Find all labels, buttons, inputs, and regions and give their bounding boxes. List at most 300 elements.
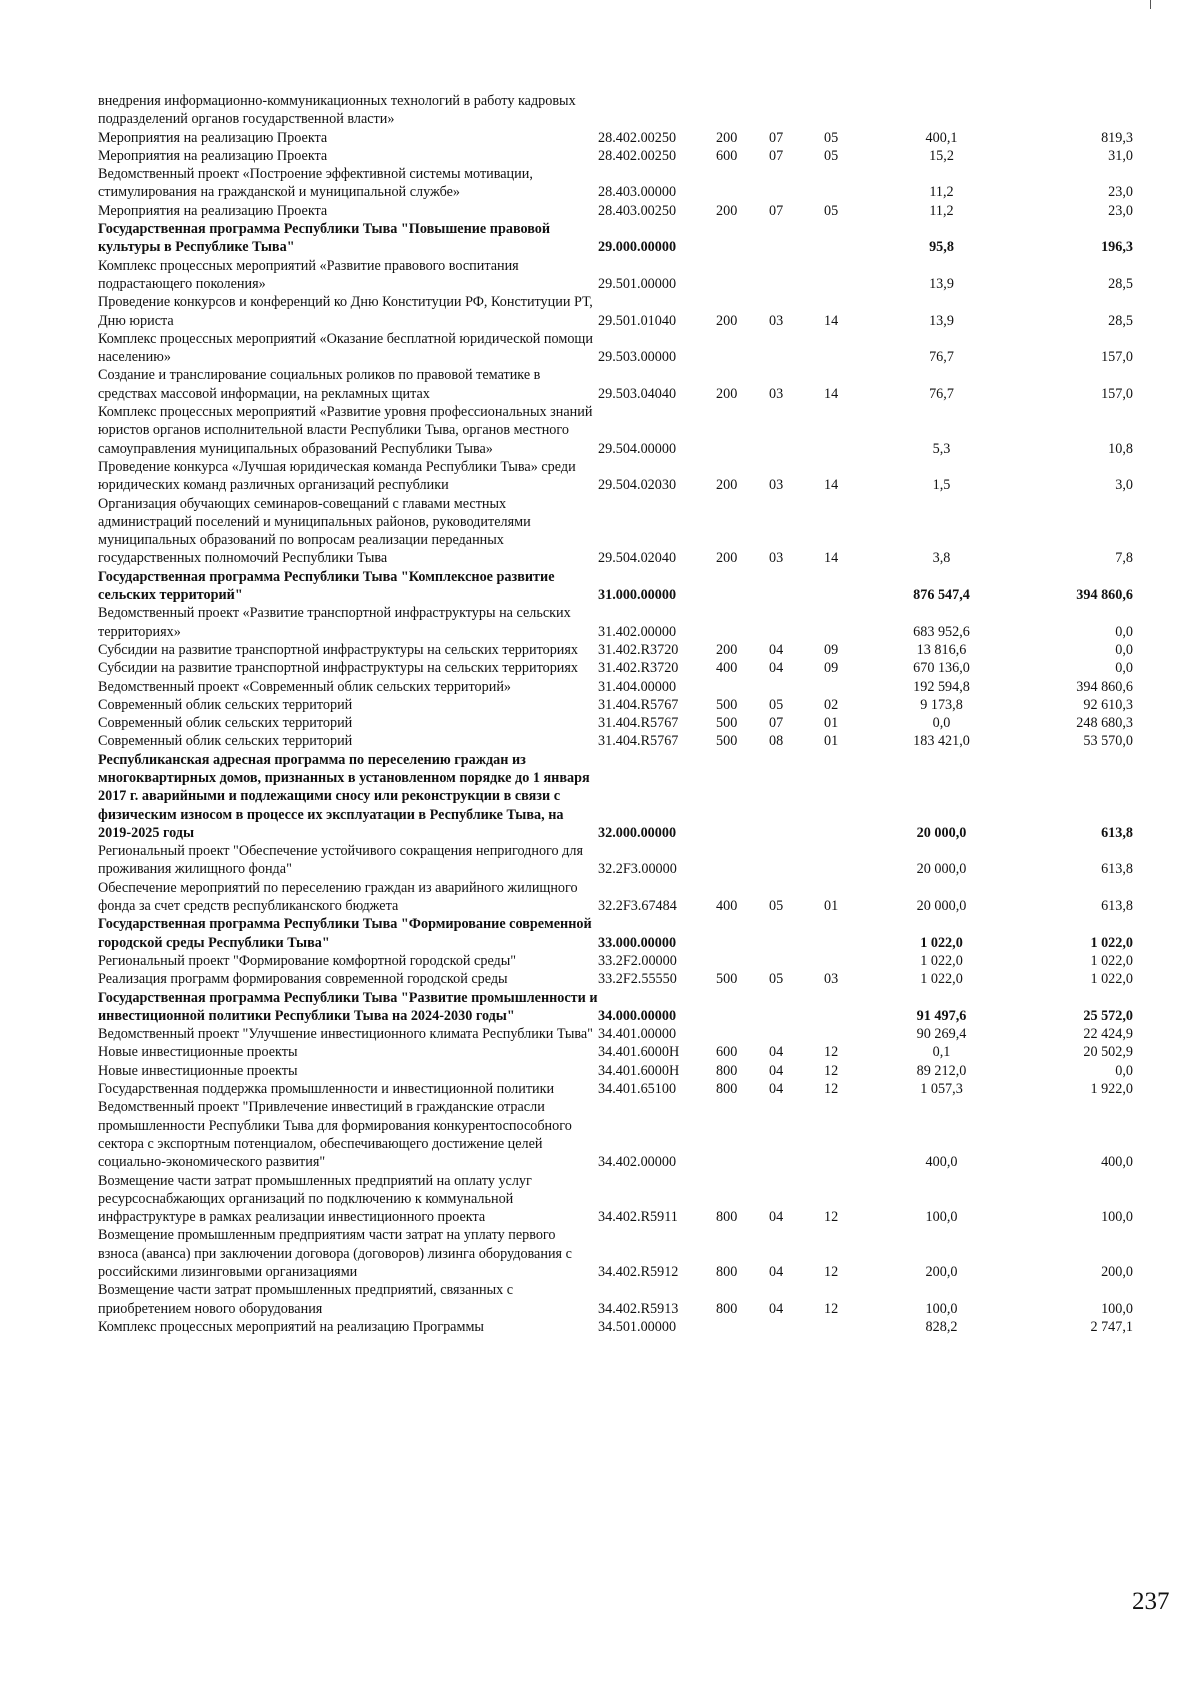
row-target-code: 28.403.00000 [598,184,677,201]
row-subsection: 03 [824,971,839,988]
table-row [98,1043,1133,1061]
table-row [98,1025,1133,1043]
row-amount-year-1: 15,2 [929,147,954,164]
row-amount-year-1: 76,7 [929,385,954,402]
table-row [98,714,1133,732]
table-row [98,458,1133,495]
row-expense-type: 800 [716,1264,738,1280]
row-subsection [824,952,884,970]
row-amount-year-1: 100,0 [925,1300,958,1317]
row-name: Региональный проект "Формирование комфортной городской среды" [98,952,517,969]
row-amount-year-2: 28,5 [1108,312,1133,329]
row-name: Государственная программа Республики Тыва "Повышение правовой культуры в Республике Тыва" [98,221,551,256]
row-expense-type [716,1025,769,1043]
row-amount-year-1: 20 000,0 [916,898,967,915]
row-amount-year-2 [999,92,1133,129]
row-subsection: 14 [824,312,839,329]
row-amount-year-1: 20 000,0 [916,861,967,878]
row-subsection: 12 [824,1209,839,1226]
row-section [769,952,824,970]
row-target-code: 34.402.R5911 [598,1209,678,1226]
row-amount-year-2: 25 572,0 [1083,1007,1133,1024]
row-amount-year-1: 3,8 [932,550,951,567]
row-subsection [824,915,884,952]
row-name: Реализация программ формирования современной городской среды [98,971,508,988]
row-amount-year-2: 100,0 [1101,1209,1133,1226]
row-amount-year-2: 400,0 [1101,1154,1133,1171]
row-name: Возмещение части затрат промышленных предприятий, связанных с приобретением нового оборудования [98,1282,514,1317]
row-name: Комплекс процессных мероприятий «Развитие правового воспитания подрастающего поколения» [98,257,519,292]
row-target-code: 29.504.02040 [598,550,677,567]
row-subsection: 09 [824,641,839,658]
row-amount-year-2: 53 570,0 [1083,733,1133,750]
row-amount-year-2: 0,0 [1115,1062,1133,1079]
row-subsection: 05 [824,202,839,219]
row-amount-year-2: 0,0 [1115,623,1133,640]
row-subsection: 01 [824,715,839,732]
table-row [98,989,1133,1026]
row-name: Новые инвестиционные проекты [98,1062,298,1079]
row-target-code: 34.402.R5912 [598,1264,679,1280]
row-subsection: 09 [824,660,839,677]
row-section [769,1318,824,1336]
row-subsection [824,92,884,129]
row-target-code: 31.404.R5767 [598,715,679,732]
row-target-code: 32.2F3.00000 [598,861,677,878]
row-section: 07 [769,147,784,164]
row-amount-year-2: 157,0 [1101,385,1133,402]
row-name: Комплекс процессных мероприятий «Развитие уровня профессиональных знаний юристов органов исполнительной власти Республики Тыва, органов местного самоуправления муниципальных образований Республики Тыва» [98,404,593,457]
row-section [769,989,824,1026]
row-target-code: 34.401.65100 [598,1081,677,1098]
row-expense-type: 200 [716,477,738,494]
table-row [98,1062,1133,1080]
row-expense-type: 400 [716,660,738,677]
row-name: Мероприятия на реализацию Проекта [98,202,328,219]
row-amount-year-1: 876 547,4 [913,587,970,604]
table-row [98,751,1133,842]
row-expense-type: 200 [716,129,738,146]
row-amount-year-1: 400,0 [925,1154,958,1171]
row-amount-year-2: 1 922,0 [1090,1081,1133,1098]
row-amount-year-1: 95,8 [929,239,954,256]
row-name: Ведомственный проект "Улучшение инвестиционного климата Республики Тыва" [98,1026,593,1043]
row-amount-year-2: 0,0 [1115,641,1133,658]
row-expense-type: 800 [716,1062,738,1079]
row-amount-year-1: 828,2 [925,1318,958,1335]
row-expense-type [716,1098,769,1171]
row-expense-type [716,751,769,842]
row-amount-year-2: 613,8 [1101,898,1133,915]
row-subsection: 12 [824,1300,839,1317]
row-section: 04 [769,1209,784,1226]
row-amount-year-2: 248 680,3 [1076,715,1133,732]
row-target-code: 32.2F3.67484 [598,898,677,915]
row-amount-year-1: 5,3 [932,440,951,457]
row-section [769,751,824,842]
row-subsection: 12 [824,1062,839,1079]
row-name: Организация обучающих семинаров-совещаний с главами местных администраций поселений и муниципальных районов, руководителями муниципальных образований по вопросам реализации переданных государственных полномочий Республики Тыва [98,495,531,567]
row-name: Современный облик сельских территорий [98,715,353,732]
row-section: 04 [769,1300,784,1317]
row-target-code: 34.401.6000Н [598,1044,680,1061]
table-row [98,659,1133,677]
row-expense-type [716,989,769,1026]
table-row [98,915,1133,952]
row-name: Ведомственный проект «Современный облик сельских территорий» [98,678,512,695]
row-name: Государственная программа Республики Тыва "Развитие промышленности и инвестиционной политики Республики Тыва на 2024-2030 годы" [98,989,598,1024]
row-amount-year-2: 7,8 [1115,550,1133,567]
row-name: Мероприятия на реализацию Проекта [98,129,328,146]
row-target-code: 29.000.00000 [598,239,677,256]
row-amount-year-1: 670 136,0 [913,660,970,677]
row-expense-type: 600 [716,1044,738,1061]
row-section [769,915,824,952]
row-expense-type [716,842,769,879]
row-amount-year-2: 157,0 [1101,349,1133,366]
budget-table-body [98,92,1133,1336]
row-amount-year-2: 613,8 [1101,824,1133,841]
row-target-code: 28.402.00250 [598,147,677,164]
row-target-code: 31.402.R3720 [598,641,679,658]
row-subsection [824,989,884,1026]
row-name: Возмещение части затрат промышленных предприятий на оплату услуг ресурсоснабжающих организаций по подключению к коммунальной инфраструктуре в рамках реализации инвестиционного проекта [98,1172,532,1226]
row-section: 07 [769,715,784,732]
table-row [98,293,1133,330]
row-amount-year-1: 13,9 [929,275,954,292]
row-amount-year-1: 100,0 [925,1209,958,1226]
row-expense-type [716,257,769,294]
row-amount-year-2: 3,0 [1115,477,1133,494]
row-section: 04 [769,660,784,677]
row-amount-year-2: 1 022,0 [1090,971,1133,988]
row-target-code: 31.402.R3720 [598,660,679,677]
row-expense-type: 800 [716,1081,738,1098]
row-amount-year-2: 2 747,1 [1090,1318,1133,1335]
row-expense-type [716,165,769,202]
row-amount-year-2: 23,0 [1108,202,1133,219]
row-subsection [824,257,884,294]
row-name: внедрения информационно-коммуникационных технологий в работу кадровых подразделений органов государственной власти» [98,93,576,128]
table-row [98,1172,1133,1227]
row-amount-year-1: 683 952,6 [913,623,970,640]
row-target-code [598,92,716,129]
row-subsection [824,604,884,641]
row-subsection: 01 [824,733,839,750]
row-target-code: 34.401.00000 [598,1026,677,1043]
row-section [769,1025,824,1043]
budget-table [98,92,1133,1336]
row-section [769,842,824,879]
row-amount-year-2: 92 610,3 [1083,696,1133,713]
row-section: 04 [769,641,784,658]
row-subsection: 14 [824,385,839,402]
row-section [769,1098,824,1171]
row-target-code: 31.000.00000 [598,587,677,604]
row-amount-year-2: 23,0 [1108,184,1133,201]
row-amount-year-1: 0,0 [932,715,951,732]
table-row [98,732,1133,750]
row-target-code: 34.402.00000 [598,1154,677,1171]
row-subsection: 02 [824,696,839,713]
row-expense-type: 500 [716,733,738,750]
row-section: 04 [769,1264,784,1280]
table-row [98,1226,1133,1281]
row-expense-type [716,92,769,129]
row-name: Новые инвестиционные проекты [98,1044,298,1061]
row-name: Ведомственный проект «Построение эффективной системы мотивации, стимулирования на гражданской и муниципальной службе» [98,166,533,201]
row-name: Комплекс процессных мероприятий на реализацию Программы [98,1318,484,1335]
row-target-code: 34.402.R5913 [598,1300,679,1317]
row-section [769,568,824,605]
table-row [98,202,1133,220]
row-subsection: 12 [824,1264,839,1280]
row-name: Обеспечение мероприятий по переселению граждан из аварийного жилищного фонда за счет средств республиканского бюджета [98,879,578,915]
row-section [769,92,824,129]
row-name: Государственная поддержка промышленности и инвестиционной политики [98,1081,555,1098]
row-subsection [824,165,884,202]
row-expense-type [716,604,769,641]
row-section [769,330,824,367]
row-amount-year-2: 819,3 [1101,129,1133,146]
row-subsection [824,1098,884,1171]
row-target-code: 28.402.00250 [598,129,677,146]
row-subsection: 12 [824,1081,839,1098]
row-name: Региональный проект "Обеспечение устойчивого сокращения непригодного для проживания жилищного фонда" [98,843,583,878]
row-amount-year-1: 76,7 [929,349,954,366]
row-expense-type [716,1318,769,1336]
row-target-code: 29.503.00000 [598,349,677,366]
row-target-code: 31.404.00000 [598,678,677,695]
row-subsection [824,403,884,458]
row-section: 03 [769,312,784,329]
row-expense-type: 200 [716,202,738,219]
row-target-code: 34.401.6000Н [598,1062,680,1079]
row-section [769,403,824,458]
row-section [769,165,824,202]
row-subsection: 01 [824,898,839,915]
row-expense-type: 500 [716,971,738,988]
row-target-code: 34.000.00000 [598,1007,677,1024]
row-expense-type: 400 [716,898,738,915]
row-amount-year-2: 0,0 [1115,660,1133,677]
row-expense-type: 200 [716,385,738,402]
row-subsection: 12 [824,1044,839,1061]
table-row [98,1080,1133,1098]
row-name: Современный облик сельских территорий [98,733,353,750]
table-row [98,366,1133,403]
table-row [98,403,1133,458]
row-expense-type: 200 [716,641,738,658]
row-subsection [824,220,884,257]
row-expense-type [716,403,769,458]
row-target-code: 34.501.00000 [598,1318,677,1335]
row-target-code: 29.503.04040 [598,385,677,402]
row-section: 07 [769,202,784,219]
row-amount-year-1: 91 497,6 [916,1007,967,1024]
row-amount-year-1: 192 594,8 [913,678,970,695]
row-name: Государственная программа Республики Тыва "Формирование современной городской среды Республики Тыва" [98,916,592,951]
table-row [98,568,1133,605]
row-expense-type: 800 [716,1209,738,1226]
row-target-code: 29.501.01040 [598,312,677,329]
row-amount-year-1: 1 022,0 [920,934,963,951]
row-expense-type: 200 [716,550,738,567]
row-expense-type [716,678,769,696]
row-expense-type [716,952,769,970]
row-expense-type: 800 [716,1300,738,1317]
row-amount-year-1: 90 269,4 [916,1026,967,1043]
row-name: Возмещение промышленным предприятиям части затрат на уплату первого взноса (аванса) при заключении договора (договоров) лизинга оборудования с российскими лизинговыми организациями [98,1227,572,1280]
row-subsection [824,1318,884,1336]
row-target-code: 33.2F2.00000 [598,952,677,969]
table-row [98,147,1133,165]
table-row [98,1098,1133,1171]
row-expense-type: 200 [716,312,738,329]
row-section: 05 [769,971,784,988]
row-amount-year-1: 1 022,0 [920,971,963,988]
page-number: 237 [1132,1588,1170,1615]
row-amount-year-2: 196,3 [1101,239,1133,256]
row-amount-year-2: 394 860,6 [1076,678,1133,695]
row-subsection [824,1025,884,1043]
row-name: Создание и транслирование социальных роликов по правовой тематике в средствах массовой информации, на рекламных щитах [98,367,541,402]
row-amount-year-1: 9 173,8 [920,696,963,713]
row-name: Проведение конкурсов и конференций ко Дню Конституции РФ, Конституции РТ, Дню юриста [98,294,593,329]
row-section: 03 [769,385,784,402]
row-subsection [824,751,884,842]
row-amount-year-1: 1 022,0 [920,952,963,969]
row-section [769,220,824,257]
row-target-code: 33.000.00000 [598,934,677,951]
row-target-code: 29.501.00000 [598,275,677,292]
row-section: 05 [769,898,784,915]
row-subsection: 05 [824,147,839,164]
row-target-code: 32.000.00000 [598,824,677,841]
row-amount-year-2: 100,0 [1101,1300,1133,1317]
row-amount-year-2: 22 424,9 [1083,1026,1133,1043]
table-row [98,1318,1133,1336]
row-name: Проведение конкурса «Лучшая юридическая команда Республики Тыва» среди юридических команд различных организаций республики [98,458,576,494]
row-section: 04 [769,1044,784,1061]
row-name: Субсидии на развитие транспортной инфраструктуры на сельских территориях [98,660,578,677]
row-amount-year-2: 394 860,6 [1076,587,1133,604]
table-row [98,696,1133,714]
row-name: Ведомственный проект «Развитие транспортной инфраструктуры на сельских территориях» [98,605,571,640]
row-name: Современный облик сельских территорий [98,696,353,713]
row-section [769,678,824,696]
row-section [769,604,824,641]
row-amount-year-1: 1,5 [932,477,951,494]
row-name: Государственная программа Республики Тыва "Комплексное развитие сельских территорий" [98,568,555,604]
scan-edge-mark [1150,0,1151,9]
row-amount-year-1: 13 816,6 [916,641,967,658]
row-section: 03 [769,550,784,567]
row-amount-year-2: 20 502,9 [1083,1044,1133,1061]
row-expense-type: 500 [716,696,738,713]
row-amount-year-1: 89 212,0 [916,1062,967,1079]
row-amount-year-2: 613,8 [1101,861,1133,878]
row-expense-type [716,915,769,952]
table-row [98,92,1133,129]
table-row [98,165,1133,202]
table-row [98,952,1133,970]
row-section: 08 [769,733,784,750]
row-amount-year-2: 200,0 [1101,1264,1133,1280]
row-expense-type [716,220,769,257]
table-row [98,641,1133,659]
row-name: Мероприятия на реализацию Проекта [98,147,328,164]
table-row [98,220,1133,257]
row-subsection [824,678,884,696]
row-section: 03 [769,477,784,494]
row-target-code: 31.404.R5767 [598,733,679,750]
row-section [769,257,824,294]
row-amount-year-1: 200,0 [925,1264,958,1280]
row-amount-year-2: 1 022,0 [1090,934,1133,951]
row-amount-year-2: 10,8 [1108,440,1133,457]
row-target-code: 28.403.00250 [598,202,677,219]
row-amount-year-1: 20 000,0 [916,824,967,841]
row-amount-year-2: 1 022,0 [1090,952,1133,969]
row-expense-type: 600 [716,147,738,164]
row-amount-year-1: 0,1 [932,1044,951,1061]
row-section: 05 [769,696,784,713]
row-amount-year-1: 11,2 [929,184,954,201]
table-row [98,1281,1133,1318]
row-target-code: 33.2F2.55550 [598,971,677,988]
row-expense-type [716,568,769,605]
row-target-code: 29.504.02030 [598,477,677,494]
table-row [98,842,1133,879]
row-subsection: 14 [824,477,839,494]
row-amount-year-1: 11,2 [929,202,954,219]
row-target-code: 31.404.R5767 [598,696,679,713]
row-amount-year-2: 31,0 [1108,147,1133,164]
row-amount-year-1: 1 057,3 [920,1081,963,1098]
table-row [98,257,1133,294]
row-name: Субсидии на развитие транспортной инфраструктуры на сельских территориях [98,641,578,658]
table-row [98,129,1133,147]
row-section: 07 [769,129,784,146]
row-amount-year-1: 400,1 [925,129,958,146]
row-section: 04 [769,1081,784,1098]
row-subsection: 14 [824,550,839,567]
row-subsection [824,842,884,879]
row-expense-type: 500 [716,715,738,732]
row-subsection: 05 [824,129,839,146]
row-amount-year-1: 13,9 [929,312,954,329]
table-row [98,330,1133,367]
row-name: Комплекс процессных мероприятий «Оказание бесплатной юридической помощи населению» [98,330,593,366]
table-row [98,604,1133,641]
table-row [98,970,1133,988]
row-amount-year-2: 28,5 [1108,275,1133,292]
row-amount-year-1: 183 421,0 [913,733,970,750]
table-row [98,678,1133,696]
table-row [98,879,1133,916]
row-name: Республиканская адресная программа по переселению граждан из многоквартирных домов, признанных в установленном порядке до 1 января 2017 г. аварийными и подлежащими сносу или реконструкции в связи с физическим износом в процессе их эксплуатации в Республике Тыва, на 2019-2025 годы [98,751,590,841]
table-row [98,495,1133,568]
row-target-code: 29.504.00000 [598,440,677,457]
row-expense-type [716,330,769,367]
row-name: Ведомственный проект "Привлечение инвестиций в гражданские отрасли промышленности Республики Тыва для формирования конкурентоспособного сектора с экспортным потенциалом, обеспечивающего достижение целей социально-экономического развития" [98,1099,572,1171]
row-target-code: 31.402.00000 [598,623,677,640]
row-subsection [824,330,884,367]
row-subsection [824,568,884,605]
row-section: 04 [769,1062,784,1079]
row-amount-year-1 [884,92,999,129]
